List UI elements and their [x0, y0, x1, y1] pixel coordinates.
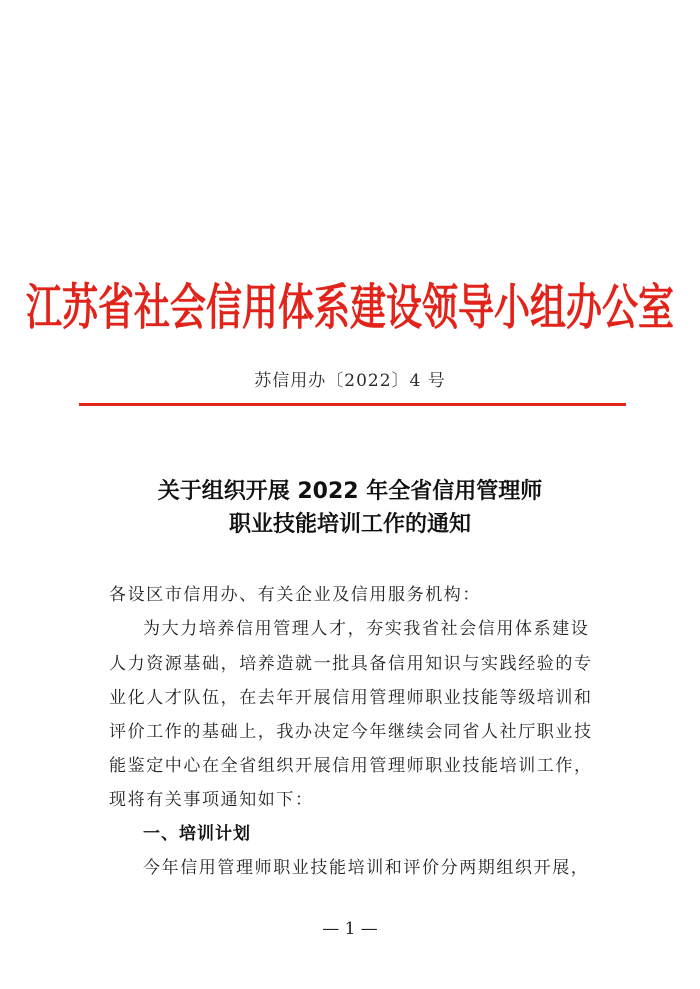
- section-heading-training-plan: 一、培训计划: [143, 824, 251, 844]
- document-title-line-2: 职业技能培训工作的通知: [228, 512, 471, 537]
- paragraph-line: 评价工作的基础上，我办决定今年继续会同省人社厅职业技: [109, 722, 593, 742]
- paragraph-line: 业化人才队伍，在去年开展信用管理师职业技能等级培训和: [109, 688, 593, 708]
- paragraph-line: 现将有关事项通知如下：: [109, 790, 314, 810]
- salutation: 各设区市信用办、有关企业及信用服务机构：: [109, 585, 481, 605]
- paragraph-line: 今年信用管理师职业技能培训和评价分两期组织开展，: [143, 858, 590, 878]
- issuing-organization-header: 江苏省社会信用体系建设领导小组办公室: [25, 280, 674, 337]
- paragraph-line: 能鉴定中心在全省组织开展信用管理师职业技能培训工作，: [109, 756, 593, 776]
- paragraph-line: 为大力培养信用管理人才，夯实我省社会信用体系建设: [143, 619, 590, 639]
- document-title-line-1: 关于组织开展 2022 年全省信用管理师: [157, 479, 543, 504]
- red-divider-rule: [79, 403, 626, 406]
- paragraph-line: 人力资源基础，培养造就一批具备信用知识与实践经验的专: [109, 654, 593, 674]
- document-number: 苏信用办〔2022〕4 号: [254, 371, 446, 391]
- page-number: — 1 —: [322, 919, 378, 939]
